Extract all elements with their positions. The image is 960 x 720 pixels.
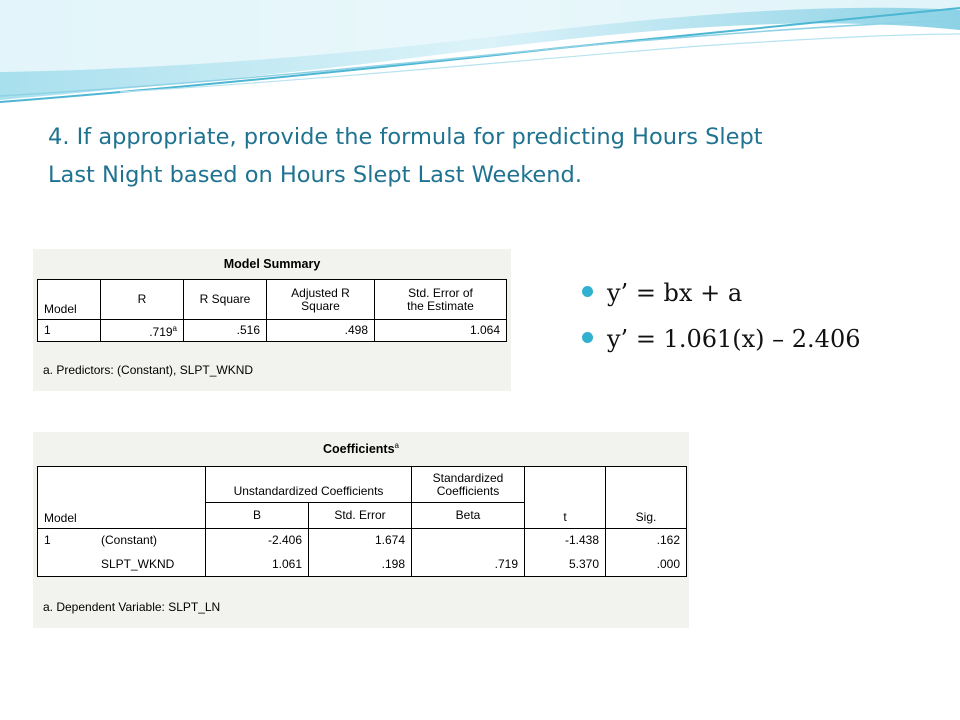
sig-column-header: Sig. (606, 467, 687, 529)
coef-row-se-cell: .198 (309, 553, 412, 577)
r-column-header: R (101, 280, 184, 320)
r-square-column-header: R Square (184, 280, 267, 320)
formula-bullet-list (582, 270, 861, 362)
std-error-label-2: the Estimate (407, 298, 474, 313)
t-column-header: t (525, 467, 606, 529)
header-wave-decoration (0, 0, 960, 110)
slide-title (48, 118, 918, 194)
std-error-column-header (375, 280, 507, 320)
coef-row-beta-cell (412, 529, 525, 553)
adjusted-r-square-label-1: Adjusted R (291, 285, 350, 300)
coefficients-footnote: a. Dependent Variable: SLPT_LN (43, 600, 221, 614)
coef-row-sig-cell: .162 (606, 529, 687, 553)
model-summary-table-image (33, 249, 511, 391)
coefficients-footnote-marker: a (394, 441, 399, 450)
coef-row-model-cell: 1 (38, 529, 96, 553)
model-summary-table (37, 279, 507, 342)
coefficients-caption (33, 441, 689, 456)
b-column-header: B (206, 503, 309, 529)
coef-row-name-cell: SLPT_WKND (95, 553, 206, 577)
standardized-coefficients-header (412, 467, 525, 503)
coef-row-b-cell: -2.406 (206, 529, 309, 553)
slide-title-line-1: 4. If appropriate, provide the formula for predicting Hours Slept (48, 124, 763, 150)
beta-column-header: Beta (412, 503, 525, 529)
model-cell: 1 (38, 320, 101, 342)
model-column-header: Model (38, 280, 101, 320)
adjusted-r-square-label-2: Square (301, 298, 340, 313)
r-square-value-cell: .516 (184, 320, 267, 342)
standardized-label-1: Standardized (432, 470, 504, 485)
bullet-dot-icon (582, 332, 593, 343)
r-footnote-marker: a (172, 324, 177, 333)
coef-row-se-cell: 1.674 (309, 529, 412, 553)
slide-title-line-2: Last Night based on Hours Slept Last Weekend. (48, 162, 582, 188)
formula-bullet-item (582, 316, 861, 362)
bullet-dot-icon (582, 286, 593, 297)
coefficients-caption-text: Coefficients (323, 442, 395, 457)
formula-text: y’ = 1.061(x) – 2.406 (607, 325, 861, 353)
adjusted-r-square-column-header (267, 280, 375, 320)
unstandardized-coefficients-header: Unstandardized Coefficients (206, 467, 412, 503)
formula-text: y’ = bx + a (607, 279, 743, 307)
coef-row-beta-cell: .719 (412, 553, 525, 577)
coefficients-table (37, 466, 687, 577)
model-summary-footnote: a. Predictors: (Constant), SLPT_WKND (43, 363, 254, 377)
coef-row-t-cell: -1.438 (525, 529, 606, 553)
coefficients-model-header: Model (38, 467, 206, 529)
std-error-column-header: Std. Error (309, 503, 412, 529)
coefficients-table-image (33, 432, 689, 628)
r-value-cell (101, 320, 184, 342)
std-error-label-1: Std. Error of (408, 285, 473, 300)
std-error-value-cell: 1.064 (375, 320, 507, 342)
standardized-label-2: Coefficients (436, 483, 500, 498)
coef-row-name-cell: (Constant) (95, 529, 206, 553)
coef-row-sig-cell: .000 (606, 553, 687, 577)
r-value: .719 (149, 325, 173, 339)
formula-bullet-item (582, 270, 861, 316)
coef-row-model-cell (38, 553, 96, 577)
coef-row-t-cell: 5.370 (525, 553, 606, 577)
adjusted-r-square-value-cell: .498 (267, 320, 375, 342)
model-summary-caption: Model Summary (223, 257, 321, 271)
coef-row-b-cell: 1.061 (206, 553, 309, 577)
